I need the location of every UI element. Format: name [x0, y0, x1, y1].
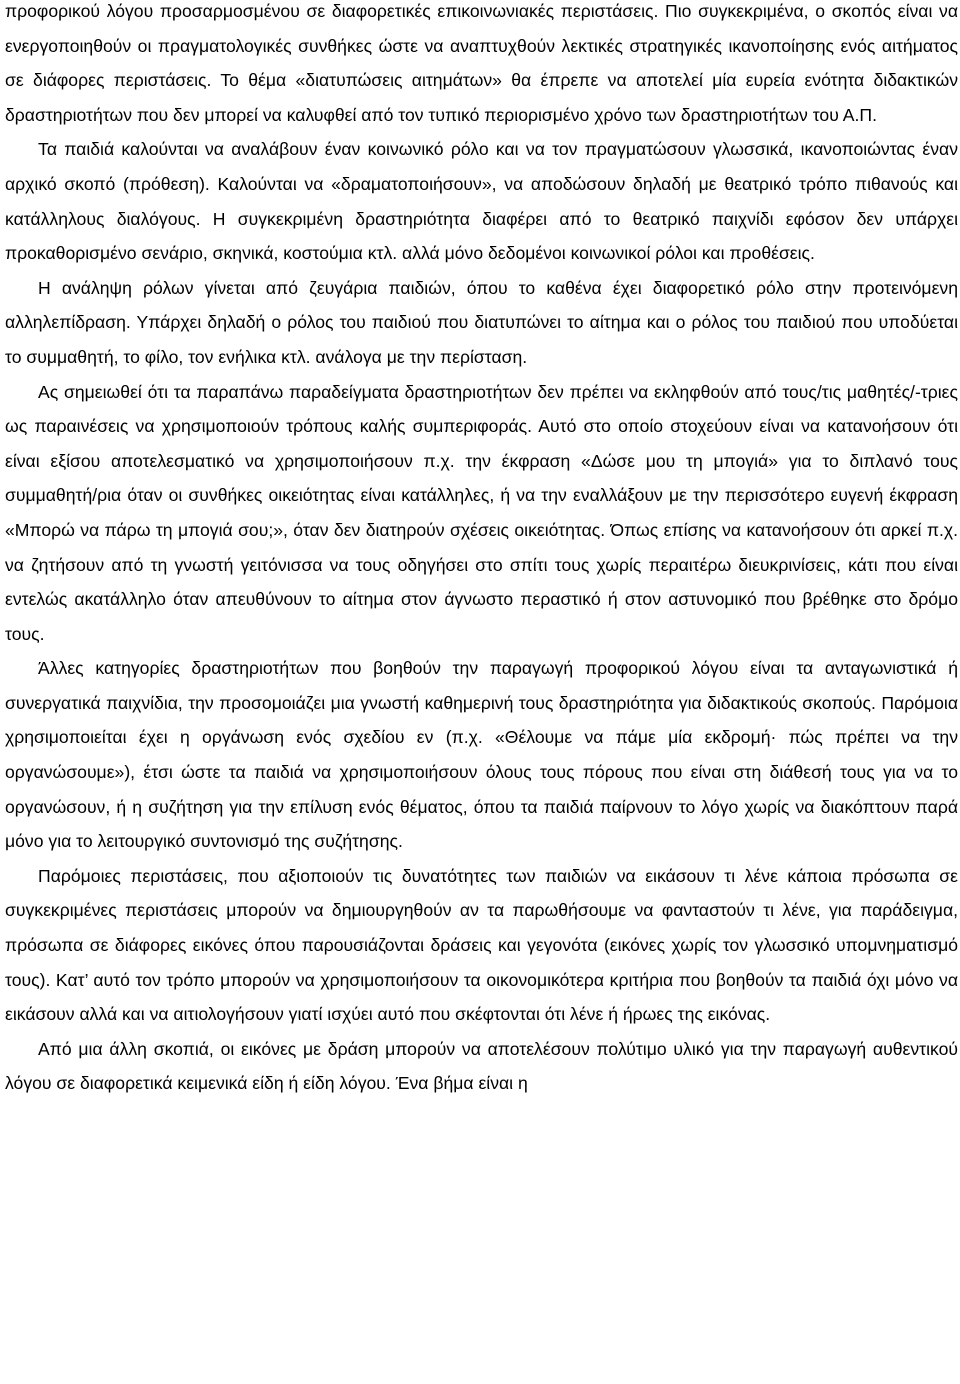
paragraph-3: Η ανάληψη ρόλων γίνεται από ζευγάρια παιδιών, όπου το καθένα έχει διαφορετικό ρόλο στην προτεινόμενη αλληλεπίδραση. Υπάρχει δηλαδή ο ρόλος του παιδιού που διατυπώνει το αίτημα και ο ρόλος του παιδιού που υποδύεται το συμμαθητή, το φίλο, τον ενήλικα κτλ. ανάλογα με την περίσταση.: [5, 277, 958, 367]
paragraph-2: Τα παιδιά καλούνται να αναλάβουν έναν κοινωνικό ρόλο και να τον πραγματώσουν γλωσσικά, ικανοποιώντας έναν αρχικό σκοπό (πρόθεση). Καλούνται να «δραματοποιήσουν», να αποδώσουν δηλαδή με θεατρικό τρόπο πιθανούς και κατάλληλους διαλόγους. Η συγκεκριμένη δραστηριότητα διαφέρει από το θεατρικό παιχνίδι εφόσον δεν υπάρχει προκαθορισμένο σενάριο, σκηνικά, κοστούμια κτλ. αλλά μόνο δεδομένοι κοινωνικοί ρόλοι και προθέσεις.: [5, 139, 958, 264]
paragraph-5: Άλλες κατηγορίες δραστηριοτήτων που βοηθούν την παραγωγή προφορικού λόγου είναι τα ανταγωνιστικά ή συνεργατικά παιχνίδια, την προσομοιάζει μια γνωστή καθημερινή τους δραστηριότητα για διδακτικούς σκοπούς. Παρόμοια χρησιμοποιείται έχει η οργάνωση ενός σχεδίου εν (π.χ. «Θέλουμε να πάμε μία εκδρομή· πώς πρέπει να την οργανώσουμε»), έτσι ώστε τα παιδιά να χρησιμοποιήσουν όλους τους πόρους που είναι στη διάθεσή τους για να το οργανώσουν, ή η συζήτηση για την επίλυση ενός θέματος, όπου τα παιδιά παίρνουν το λόγο χωρίς να διακόπτουν παρά μόνο για το λειτουργικό συντονισμό της συζήτησης.: [5, 658, 958, 852]
document-page: [5, 0, 958, 1101]
paragraph-1: προφορικού λόγου προσαρμοσμένου σε διαφορετικές επικοινωνιακές περιστάσεις. Πιο συγκεκριμένα, ο σκοπός είναι να ενεργοποιηθούν οι πραγματολογικές συνθήκες ώστε να αναπτυχθούν λεκτικές στρατηγικές ικανοποίησης ενός αιτήματος σε διάφορες περιστάσεις. Το θέμα «διατυπώσεις αιτημάτων» θα έπρεπε να αποτελεί μία ευρεία ενότητα διδακτικών δραστηριοτήτων που δεν μπορεί να καλυφθεί από τον τυπικό περιορισμένο χρόνο των δραστηριοτήτων του Α.Π.: [5, 1, 958, 125]
paragraph-4: Ας σημειωθεί ότι τα παραπάνω παραδείγματα δραστηριοτήτων δεν πρέπει να εκληφθούν από τους/τις μαθητές/-τριες ως παραινέσεις να χρησιμοποιούν τρόπους καλής συμπεριφοράς. Αυτό στο οποίο στοχεύουν είναι να κατανοήσουν ότι είναι εξίσου αποτελεσματικό να χρησιμοποιήσουν π.χ. την έκφραση «Δώσε μου τη μπογιά» για το διπλανό τους συμμαθητή/ρια όταν οι συνθήκες οικειότητας είναι κατάλληλες, ή να την εναλλάξουν με την περισσότερο ευγενή έκφραση «Μπορώ να πάρω τη μπογιά σου;», όταν δεν διατηρούν σχέσεις οικειότητας. Όπως επίσης να κατανοήσουν ότι αρκεί π.χ. να ζητήσουν από τη γνωστή γειτόνισσα να τους οδηγήσει στο σπίτι τους χωρίς περαιτέρω διευκρινίσεις, κάτι που είναι εντελώς ακατάλληλο όταν απευθύνουν το αίτημα στον άγνωστο περαστικό ή στον αστυνομικό που βρέθηκε στο δρόμο τους.: [5, 381, 958, 644]
paragraph-7: Από μια άλλη σκοπιά, οι εικόνες με δράση μπορούν να αποτελέσουν πολύτιμο υλικό για την παραγωγή αυθεντικού λόγου σε διαφορετικά κειμενικά είδη ή είδη λόγου. Ένα βήμα είναι η: [5, 1038, 958, 1094]
paragraph-6: Παρόμοιες περιστάσεις, που αξιοποιούν τις δυνατότητες των παιδιών να εικάσουν τι λένε κάποια πρόσωπα σε συγκεκριμένες περιστάσεις μπορούν να δημιουργηθούν αν τα παρωθήσουμε να φανταστούν τι λένε, για παράδειγμα, πρόσωπα σε διάφορες εικόνες όπου παρουσιάζονται δράσεις και γεγονότα (εικόνες χωρίς τον γλωσσικό υπομνηματισμό τους). Κατ’ αυτό τον τρόπο μπορούν να χρησιμοποιήσουν τα οικονομικότερα κριτήρια που βοηθούν τα παιδιά όχι μόνο να εικάσουν αλλά και να αιτιολογήσουν γιατί ισχύει αυτό που σκέφτονται ότι λένε ή ήρωες της εικόνας.: [5, 865, 958, 1025]
